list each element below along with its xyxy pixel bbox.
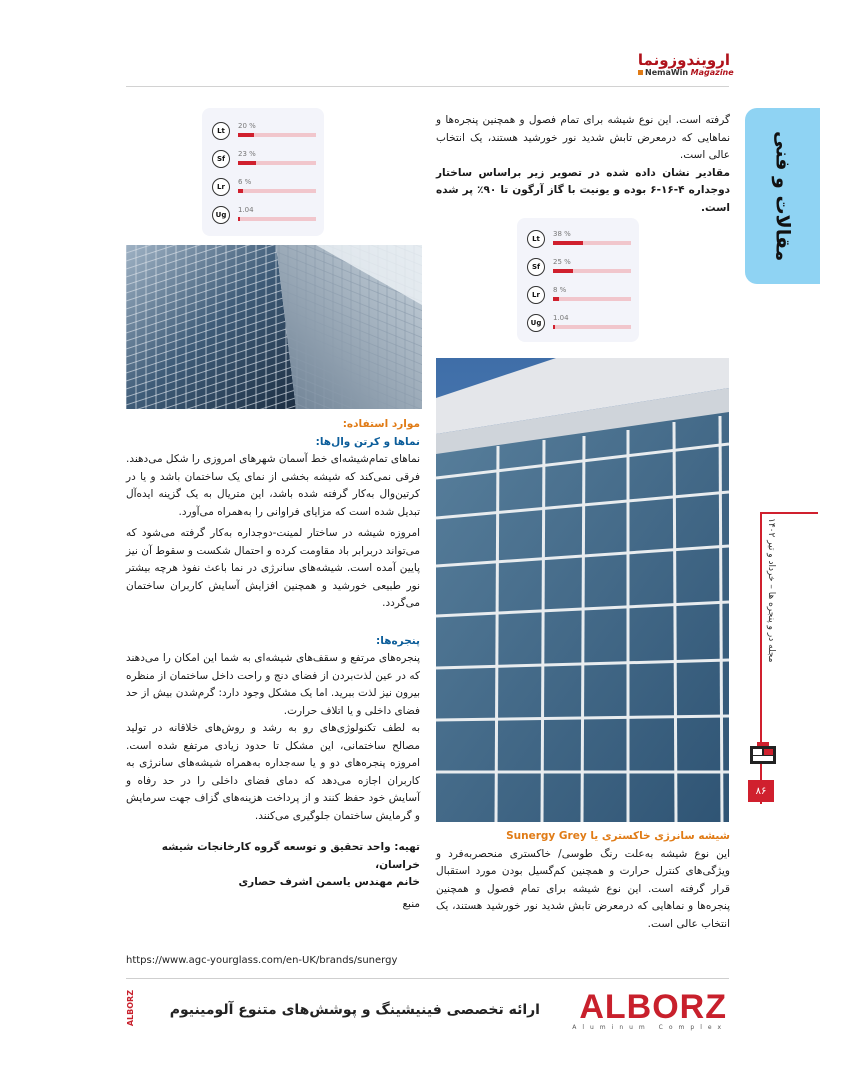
side-brand-logo xyxy=(126,990,138,1038)
glass-performance-card-mid xyxy=(517,218,639,342)
curtain-wall-photo xyxy=(436,358,729,822)
metric-badge: Ug xyxy=(212,206,230,224)
metric-row xyxy=(527,230,637,252)
uses-heading: موارد استفاده: xyxy=(342,418,420,430)
windows-heading: پنجره‌ها: xyxy=(376,634,420,647)
left-column xyxy=(126,416,420,913)
right-top-paragraph: گرفته است. این نوع شیشه برای تمام فصول و همچنین پنجره‌ها و نماهایی که درمعرض تابش شدید نور خورشید هستند، یک انتخاب عالی است. xyxy=(436,114,730,161)
source-link[interactable]: https://www.agc-yourglass.com/en-UK/brands/sunergy xyxy=(126,955,398,966)
metric-bar-fill xyxy=(553,269,573,273)
windows-paragraph: پنجره‌های مرتفع و سقف‌های شیشه‌ای به شما این امکان را می‌دهند که در عین لذت‌بردن از فضای دنج و راحت داخل ساختمان از منظره بیرون نیز لذت ببرید. اما یک مشکل وجود دارد: گرم‌شدن بیش از حد فضای داخلی و یا اتلاف حرارت. xyxy=(126,652,420,717)
sunergy-grey-heading-fa: شیشه سانرژی خاکستری یا xyxy=(590,830,730,842)
alborz-wordmark: ALBORZ xyxy=(579,988,727,1026)
metric-row xyxy=(527,258,637,280)
credit-line-1: تهیه: واحد تحقیق و توسعه گروه کارخانجات شیشه خراسان، xyxy=(161,841,420,871)
right-column-bottom xyxy=(436,828,730,933)
metric-value: 25 % xyxy=(553,258,571,266)
page-number: ۸۶ xyxy=(748,780,774,802)
metric-row xyxy=(527,314,637,336)
metric-value: 1.04 xyxy=(553,314,569,322)
metric-bar-fill xyxy=(553,297,559,301)
metric-badge: Sf xyxy=(527,258,545,276)
metric-row xyxy=(212,122,322,144)
section-tab-label: مقالات و فنی xyxy=(771,130,794,262)
sidebar-rule-horizontal xyxy=(760,512,818,514)
metric-bar xyxy=(238,189,316,193)
window-logo-icon xyxy=(748,740,778,768)
metric-bar xyxy=(238,161,316,165)
technology-paragraph: به لطف تکنولوژی‌های رو به رشد و روش‌های خلاقانه در تولید مصالح ساختمانی، این مشکل تا حدود زیادی مرتفع شده است. امروزه پنجره‌های دو و یا سه‌جداره به‌همراه شیشه‌های سانرژی به کاربران اجازه می‌دهد که دمای فضای داخلی را در حد رفاه و آسایش خود حفظ کنند و از پرداخت هزینه‌های گزاف جهت سرمایش و گرمایش ساختمان جلوگیری می‌کنند. xyxy=(126,722,420,822)
sunergy-grey-heading-en: Sunergy Grey xyxy=(506,830,587,842)
metric-bar-fill xyxy=(553,241,583,245)
alborz-subtitle: Aluminum Complex xyxy=(572,1024,727,1031)
magazine-subtitle xyxy=(630,68,734,78)
metric-badge: Lr xyxy=(212,178,230,196)
side-brand-text: ALBORZ xyxy=(126,990,135,1027)
metric-bar xyxy=(238,133,316,137)
metric-badge: Ug xyxy=(527,314,545,332)
magazine-name: ارویندوزونما xyxy=(637,51,730,69)
metric-value: 23 % xyxy=(238,150,256,158)
header-divider xyxy=(126,86,729,87)
metric-bar xyxy=(238,217,316,221)
credit-line-2: خانم مهندس یاسمن اشرف حصاری xyxy=(238,876,420,888)
sunergy-grey-paragraph: این نوع شیشه به‌علت رنگ طوسی/ خاکستری منحصربه‌فرد و ویژگی‌های کنترل حرارت و همچنین کم‌گسیل بودن مورد استقبال قرار گرفته است. این نوع شیشه برای تمام فصول و همچنین پنجره‌ها و نماهایی که درمعرض تابش شدید نور خورشید هستند، یک انتخاب عالی است. xyxy=(436,847,730,930)
metric-badge: Sf xyxy=(212,150,230,168)
metric-bar-fill xyxy=(238,133,254,137)
metric-value: 20 % xyxy=(238,122,256,130)
metric-bar-fill xyxy=(238,217,240,221)
footer-divider xyxy=(126,978,729,979)
metric-row xyxy=(212,178,322,200)
metric-row xyxy=(212,150,322,172)
metric-badge: Lt xyxy=(212,122,230,140)
metric-value: 6 % xyxy=(238,178,252,186)
skyscraper-photo xyxy=(126,245,422,409)
metric-row xyxy=(527,286,637,308)
alborz-logo xyxy=(555,990,727,1034)
metric-bar-fill xyxy=(238,161,256,165)
right-top-bold-paragraph: مقادیر نشان داده شده در تصویر زیر براساس ساختار دوجداره ۴-۱۶-۶ بوده و یونیت با گاز آرگون تا ۹۰٪ پر شده است. xyxy=(436,166,730,214)
facades-heading: نماها و کرتن وال‌ها: xyxy=(315,435,420,448)
footer-ad-text: ارائه تخصصی فینیشینگ و پوشش‌های متنوع آلومینیوم xyxy=(169,1002,540,1018)
magazine-sub-a: NemaWin xyxy=(645,68,689,77)
magazine-sub-b: Magazine xyxy=(690,68,734,77)
glass-performance-card-top xyxy=(202,108,324,236)
metric-bar xyxy=(553,297,631,301)
metric-value: 38 % xyxy=(553,230,571,238)
metric-value: 8 % xyxy=(553,286,567,294)
metric-row xyxy=(212,206,322,228)
laminate-paragraph: امروزه شیشه در ساختار لمینت-دوجداره به‌کار گرفته می‌شود که می‌تواند دربرابر باد مقاومت کرده و احتمال شکست و سقوط آن نیز پایین آمده است. شیشه‌های سانرژی در نما باعث نفوذ هرچه بیشتر نور طبیعی خورشید و همچنین افزایش آسایش کاربران ساختمان می‌گردد. xyxy=(126,527,420,609)
metric-bar-fill xyxy=(238,189,243,193)
issue-info: مجله در و پنجره ها – خرداد و تیر ۱۴۰۲ xyxy=(766,518,776,663)
metric-badge: Lr xyxy=(527,286,545,304)
metric-bar xyxy=(553,269,631,273)
right-column-top xyxy=(436,112,730,217)
metric-badge: Lt xyxy=(527,230,545,248)
metric-bar xyxy=(553,325,631,329)
sunergy-grey-heading xyxy=(436,828,730,846)
facades-paragraph: نماهای تمام‌شیشه‌ای خط آسمان شهرهای امروزی را شکل می‌دهند. فرقی نمی‌کند که شیشه بخشی از نمای یک ساختمان باشد و یا در کرتین‌وال به‌کار گرفته شده باشد، این متریال به یک گزینه ایده‌آل تبدیل شده است که مزایای فراوانی را به‌همراه می‌آورد. xyxy=(125,453,420,518)
magazine-logo xyxy=(630,51,734,82)
metric-bar xyxy=(553,241,631,245)
section-tab xyxy=(745,108,820,284)
metric-bar-fill xyxy=(553,325,555,329)
metric-value: 1.04 xyxy=(238,206,254,214)
source-label: منبع xyxy=(402,897,420,910)
